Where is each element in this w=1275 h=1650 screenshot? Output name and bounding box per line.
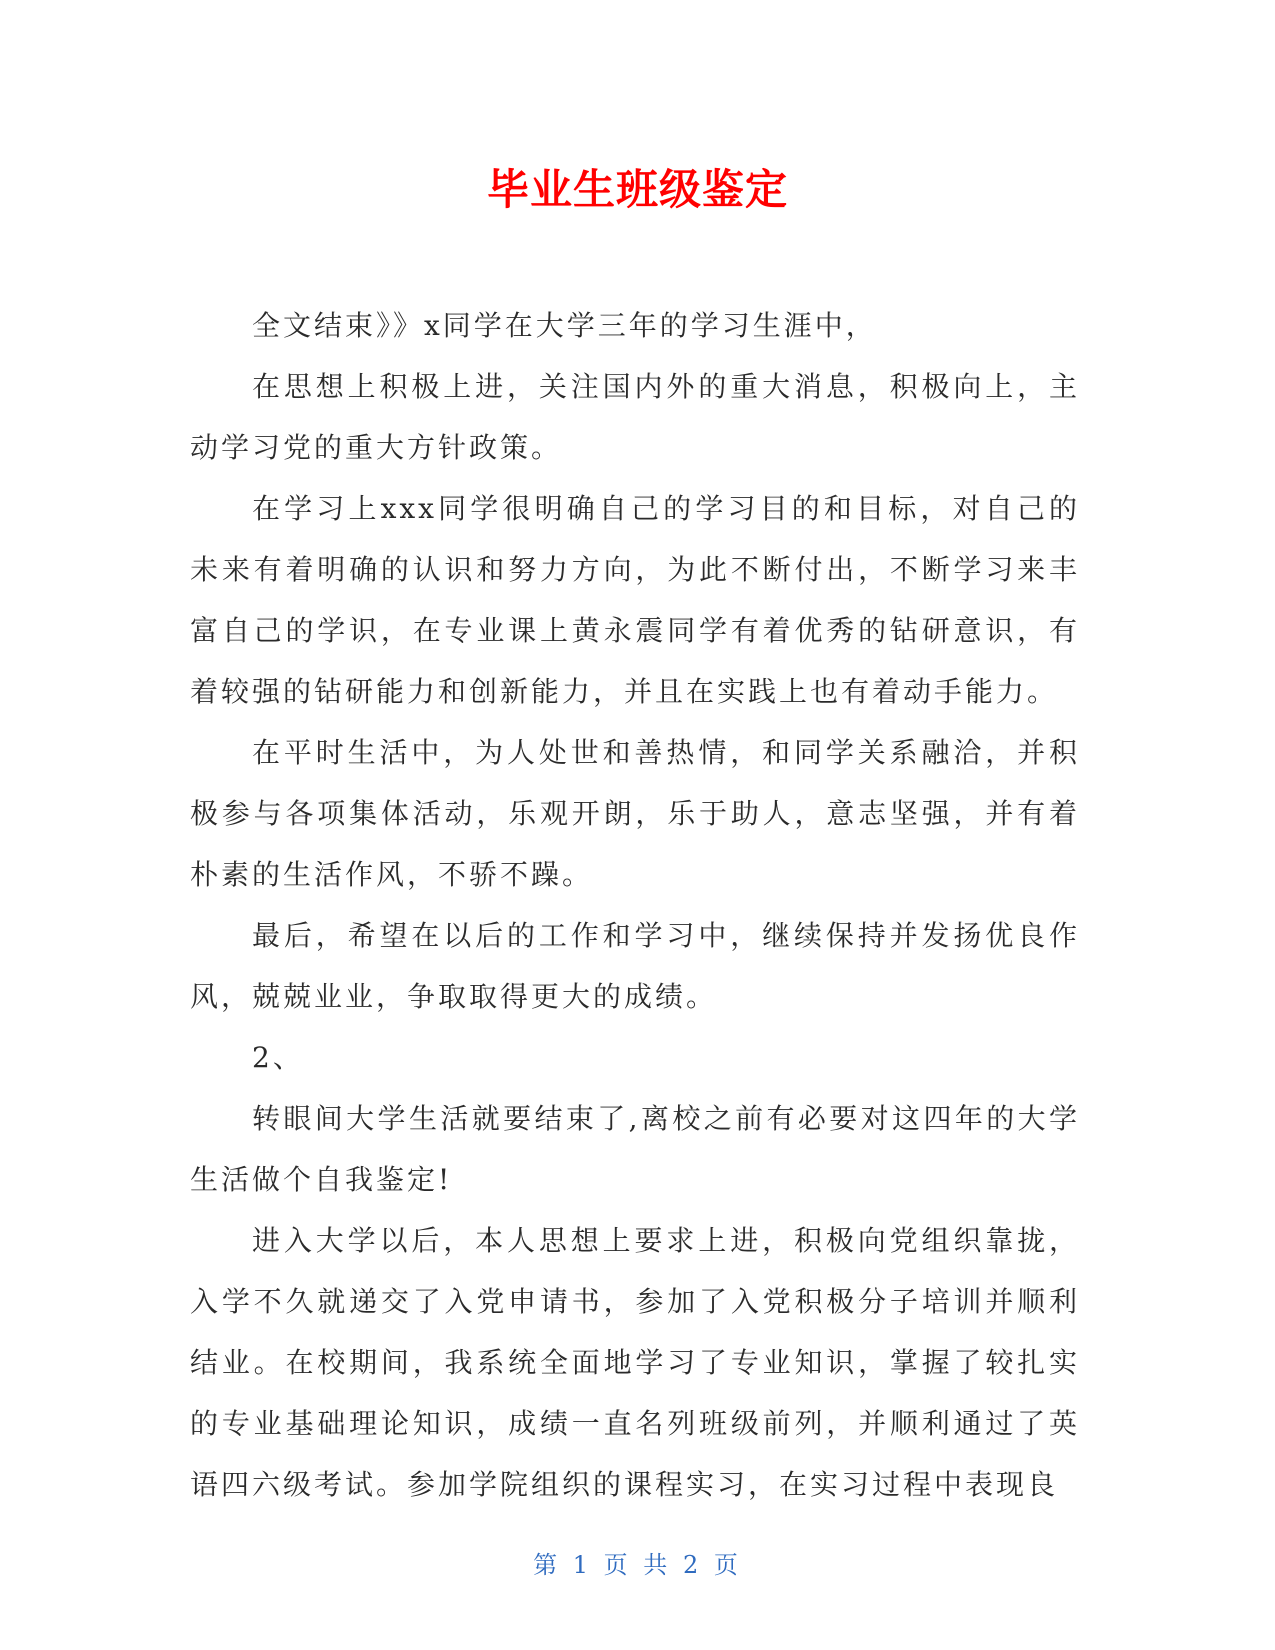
footer-total-pages: 2: [682, 1551, 703, 1579]
paragraph-ideology: 在思想上积极上进，关注国内外的重大消息，积极向上，主动学习党的重大方针政策。: [190, 370, 1080, 464]
paragraph-closing: 最后，希望在以后的工作和学习中，继续保持并发扬优良作风，兢兢业业，争取取得更大的成绩。: [190, 919, 1080, 1013]
footer-label-page: 第: [533, 1551, 562, 1579]
page-footer: [0, 1545, 1275, 1585]
paragraph-study: 在学习上xxx同学很明确自己的学习目的和目标，对自己的未来有着明确的认识和努力方向，为此不断付出，不断学习来丰富自己的学识，在专业课上黄永震同学有着优秀的钻研意识，有着较强的钻研能力和创新能力，并且在实践上也有着动手能力。: [190, 492, 1080, 708]
document-body: [190, 295, 1080, 1515]
footer-current-page: 1: [572, 1551, 593, 1579]
section-number: 2、: [252, 1041, 304, 1074]
paragraph-self-assessment-body: 进入大学以后，本人思想上要求上进，积极向党组织靠拢，入学不久就递交了入党申请书，参加了入党积极分子培训并顺利结业。在校期间，我系统全面地学习了专业知识，掌握了较扎实的专业基础理论知识，成绩一直名列班级前列，并顺利通过了英语四六级考试。参加学院组织的课程实习，在实习过程中表现良: [190, 1224, 1080, 1501]
paragraph-intro: 全文结束》》x同学在大学三年的学习生涯中，: [252, 309, 877, 342]
paragraph-self-assessment-intro: 转眼间大学生活就要结束了,离校之前有必要对这四年的大学生活做个自我鉴定!: [190, 1102, 1080, 1196]
document-title: 毕业生班级鉴定: [486, 165, 788, 214]
paragraph-life: 在平时生活中，为人处世和善热情，和同学关系融洽，并积极参与各项集体活动，乐观开朗，乐于助人，意志坚强，并有着朴素的生活作风，不骄不躁。: [190, 736, 1080, 891]
footer-label-end: 页: [713, 1551, 742, 1579]
footer-label-of: 页 共: [603, 1551, 672, 1579]
